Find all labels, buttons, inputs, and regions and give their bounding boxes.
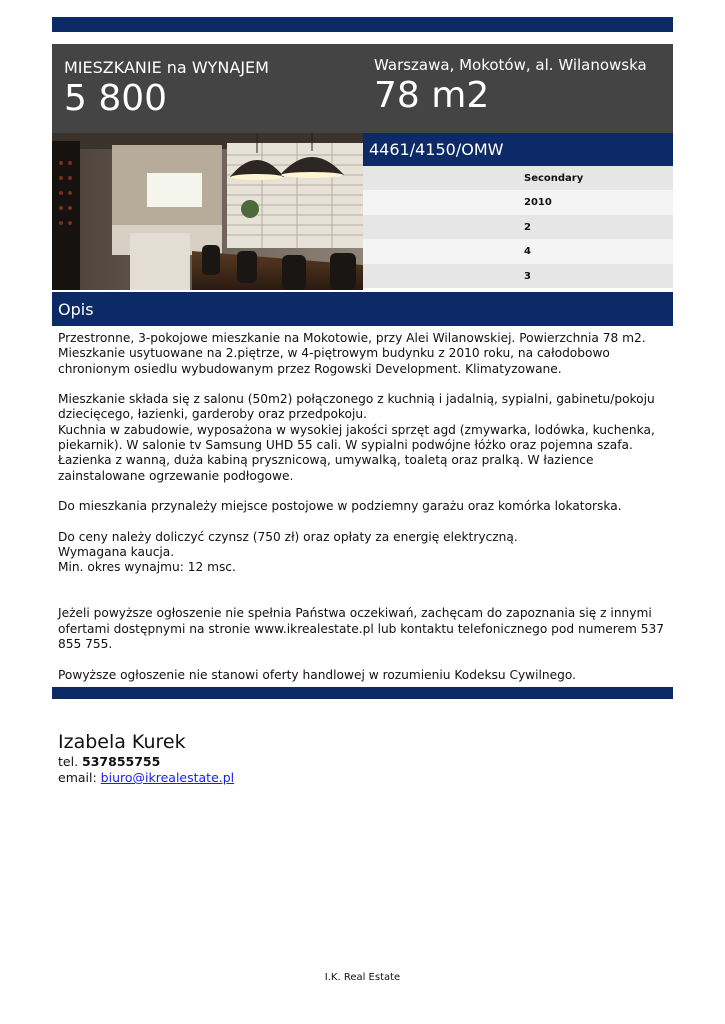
description-heading: Opis (58, 300, 94, 319)
phone-label: tel. (58, 754, 79, 769)
description-paragraph: Powyższe ogłoszenie nie stanowi oferty handlowej w rozumieniu Kodeksu Cywilnego. (58, 667, 576, 682)
area: 78 m2 (374, 75, 490, 116)
description-paragraph: Łazienka z wanną, duża kabiną prysznicową, umywalką, toaletą oraz pralką. W łazience zainstalowane ogrzewanie podłogowe. (58, 453, 594, 483)
detail-value: 3 (524, 270, 531, 282)
footer-company: I.K. Real Estate (324, 972, 401, 983)
description-heading-bar (52, 292, 673, 326)
agent-email-line (58, 770, 234, 786)
reference-number: 4461/4150/OMW (369, 140, 504, 159)
description-paragraph: Przestronne, 3-pokojowe mieszkanie na Mokotowie, przy Alei Wilanowskiej. Powierzchnia 78 m2. Mieszkanie usytuowane na 2.piętrze, w 4-piętrowym budynku z 2010 roku, na całodobowo chronionym osiedlu wybudowanym przez Rogowski Development. Klimatyzowane. (58, 331, 646, 376)
email-label: email: (58, 770, 97, 785)
description-paragraph: Mieszkanie składa się z salonu (50m2) połączonego z kuchnią i jadalnią, sypialni, gabinetu/pokoju dziecięcego, łazienki, garderoby oraz przedpokoju. (58, 392, 655, 422)
detail-value: 2 (524, 221, 531, 233)
agent-contact (58, 730, 234, 786)
listing-header (52, 44, 673, 133)
detail-value: Secondary (524, 173, 584, 184)
top-decorative-bar (52, 17, 673, 32)
agent-phone-line (58, 754, 234, 770)
detail-row (363, 190, 673, 214)
description-paragraph: Wymagana kaucja. (58, 545, 175, 560)
property-details-table (363, 166, 673, 288)
agent-email-link[interactable]: biuro@ikrealestate.pl (100, 770, 235, 785)
description-paragraph: Do mieszkania przynależy miejsce postojowe w podziemny garażu oraz komórka lokatorska. (58, 499, 622, 514)
detail-value: 2010 (524, 197, 552, 209)
description-paragraph: Do ceny należy doliczyć czynsz (750 zł) oraz opłaty za energię elektryczną. (58, 529, 518, 544)
apartment-kitchen-photo (52, 133, 363, 290)
detail-row (363, 166, 673, 190)
agent-phone: 537855755 (82, 754, 161, 769)
location: Warszawa, Mokotów, al. Wilanowska (374, 56, 647, 74)
agent-name: Izabela Kurek (58, 731, 186, 753)
bottom-decorative-bar (52, 687, 673, 699)
offer-type: MIESZKANIE na WYNAJEM (64, 58, 269, 77)
detail-row (363, 239, 673, 263)
description-paragraph: Kuchnia w zabudowie, wyposażona w wysokiej jakości sprzęt agd (zmywarka, lodówka, kuchenka, piekarnik). W salonie tv Samsung UHD 55 cali. W sypialni podwójne łóżko oraz pojemna szafa. (58, 422, 655, 453)
detail-row (363, 264, 673, 288)
description-paragraph: Jeżeli powyższe ogłoszenie nie spełnia Państwa oczekiwań, zachęcam do zapoznania się z innymi ofertami dostępnymi na stronie www.ikrealestate.pl lub kontaktu telefonicznego pod numerem 537 855 755. (58, 606, 665, 651)
description-paragraph: Min. okres wynajmu: 12 msc. (58, 560, 236, 575)
detail-value: 4 (524, 246, 531, 258)
description-body (58, 331, 670, 683)
detail-row (363, 215, 673, 239)
price: 5 800 (64, 78, 168, 119)
reference-number-bar (363, 133, 673, 166)
